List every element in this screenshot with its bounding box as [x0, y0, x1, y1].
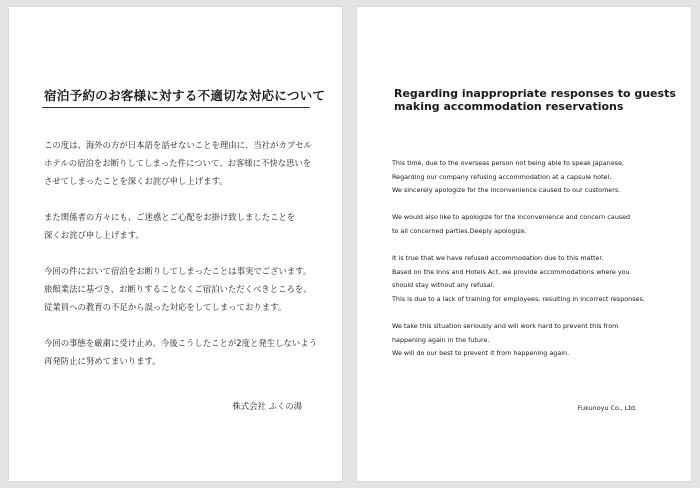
- title-line: Regarding inappropriate responses to guests: [394, 87, 676, 100]
- paragraph: [392, 157, 682, 198]
- english-notice-title: [394, 87, 684, 113]
- text-line: It is true that we have refused accommodation due to this matter.: [392, 254, 604, 263]
- text-line: また関係者の方々にも、ご迷惑とご心配をお掛け致しましたことを: [44, 212, 296, 222]
- paragraph: [44, 334, 334, 370]
- japanese-notice-page: [9, 7, 342, 481]
- text-line: 再発防止に努めてまいります。: [44, 356, 161, 366]
- company-signature: 株式会社 ふくの湯: [232, 401, 302, 411]
- text-line: Based on the Inns and Hotels Act, we provide accommodations where you: [392, 267, 630, 276]
- text-line: させてしまったことを深くお詫び申し上げます。: [44, 176, 228, 186]
- text-line: Regarding our company refusing accommodation at a capsule hotel,: [392, 172, 612, 181]
- text-line: この度は、海外の方が日本語を話せないことを理由に、当社がカプセル: [44, 140, 312, 150]
- text-line: 今回の件において宿泊をお断りしてしまったことは事実でございます。: [44, 266, 312, 276]
- japanese-notice-title: 宿泊予約のお客様に対する不適切な対応について: [44, 88, 326, 103]
- paragraph: [44, 136, 334, 190]
- paragraph: [392, 252, 682, 306]
- text-line: should stay without any refusal.: [392, 281, 495, 290]
- text-line: 従業員への教育の不足から誤った対応をしてしまっております。: [44, 302, 287, 312]
- text-line: We would also like to apologize for the inconvenience and concern caused: [392, 213, 631, 222]
- paragraph: [44, 262, 334, 316]
- japanese-notice-body: [44, 136, 334, 388]
- text-line: This time, due to the overseas person not being able to speak Japanese,: [392, 159, 624, 167]
- text-line: 旅館業法に基づき、お断りすることなくご宿泊いただくべきところを、: [44, 284, 312, 294]
- text-line: This is due to a lack of training for employees, resulting in incorrect responses.: [392, 294, 645, 303]
- paragraph: [392, 320, 682, 361]
- text-line: We will do our best to prevent it from happening again.: [392, 349, 570, 358]
- paragraph: [44, 208, 334, 244]
- text-line: happening again in the future.: [392, 335, 490, 344]
- english-notice-page: [357, 7, 691, 481]
- text-line: 今回の事態を厳粛に受け止め、今後こうしたことが2度と発生しないよう: [44, 338, 317, 348]
- paragraph: [392, 211, 682, 238]
- text-line: 深くお詫び申し上げます。: [44, 230, 144, 240]
- text-line: We take this situation seriously and will work hard to prevent this from: [392, 322, 619, 331]
- text-line: ホテルの宿泊をお断りしてしまった件について、お客様に不快な思いを: [44, 158, 312, 168]
- title-divider: [42, 107, 310, 108]
- english-notice-body: [392, 157, 682, 375]
- company-signature: Fukunoyu Co., Ltd.: [577, 404, 637, 412]
- title-line: making accommodation reservations: [394, 100, 624, 113]
- text-line: to all concerned parties.Deeply apologize.: [392, 226, 527, 235]
- text-line: We sincerely apologize for the inconvenience caused to our customers.: [392, 186, 621, 195]
